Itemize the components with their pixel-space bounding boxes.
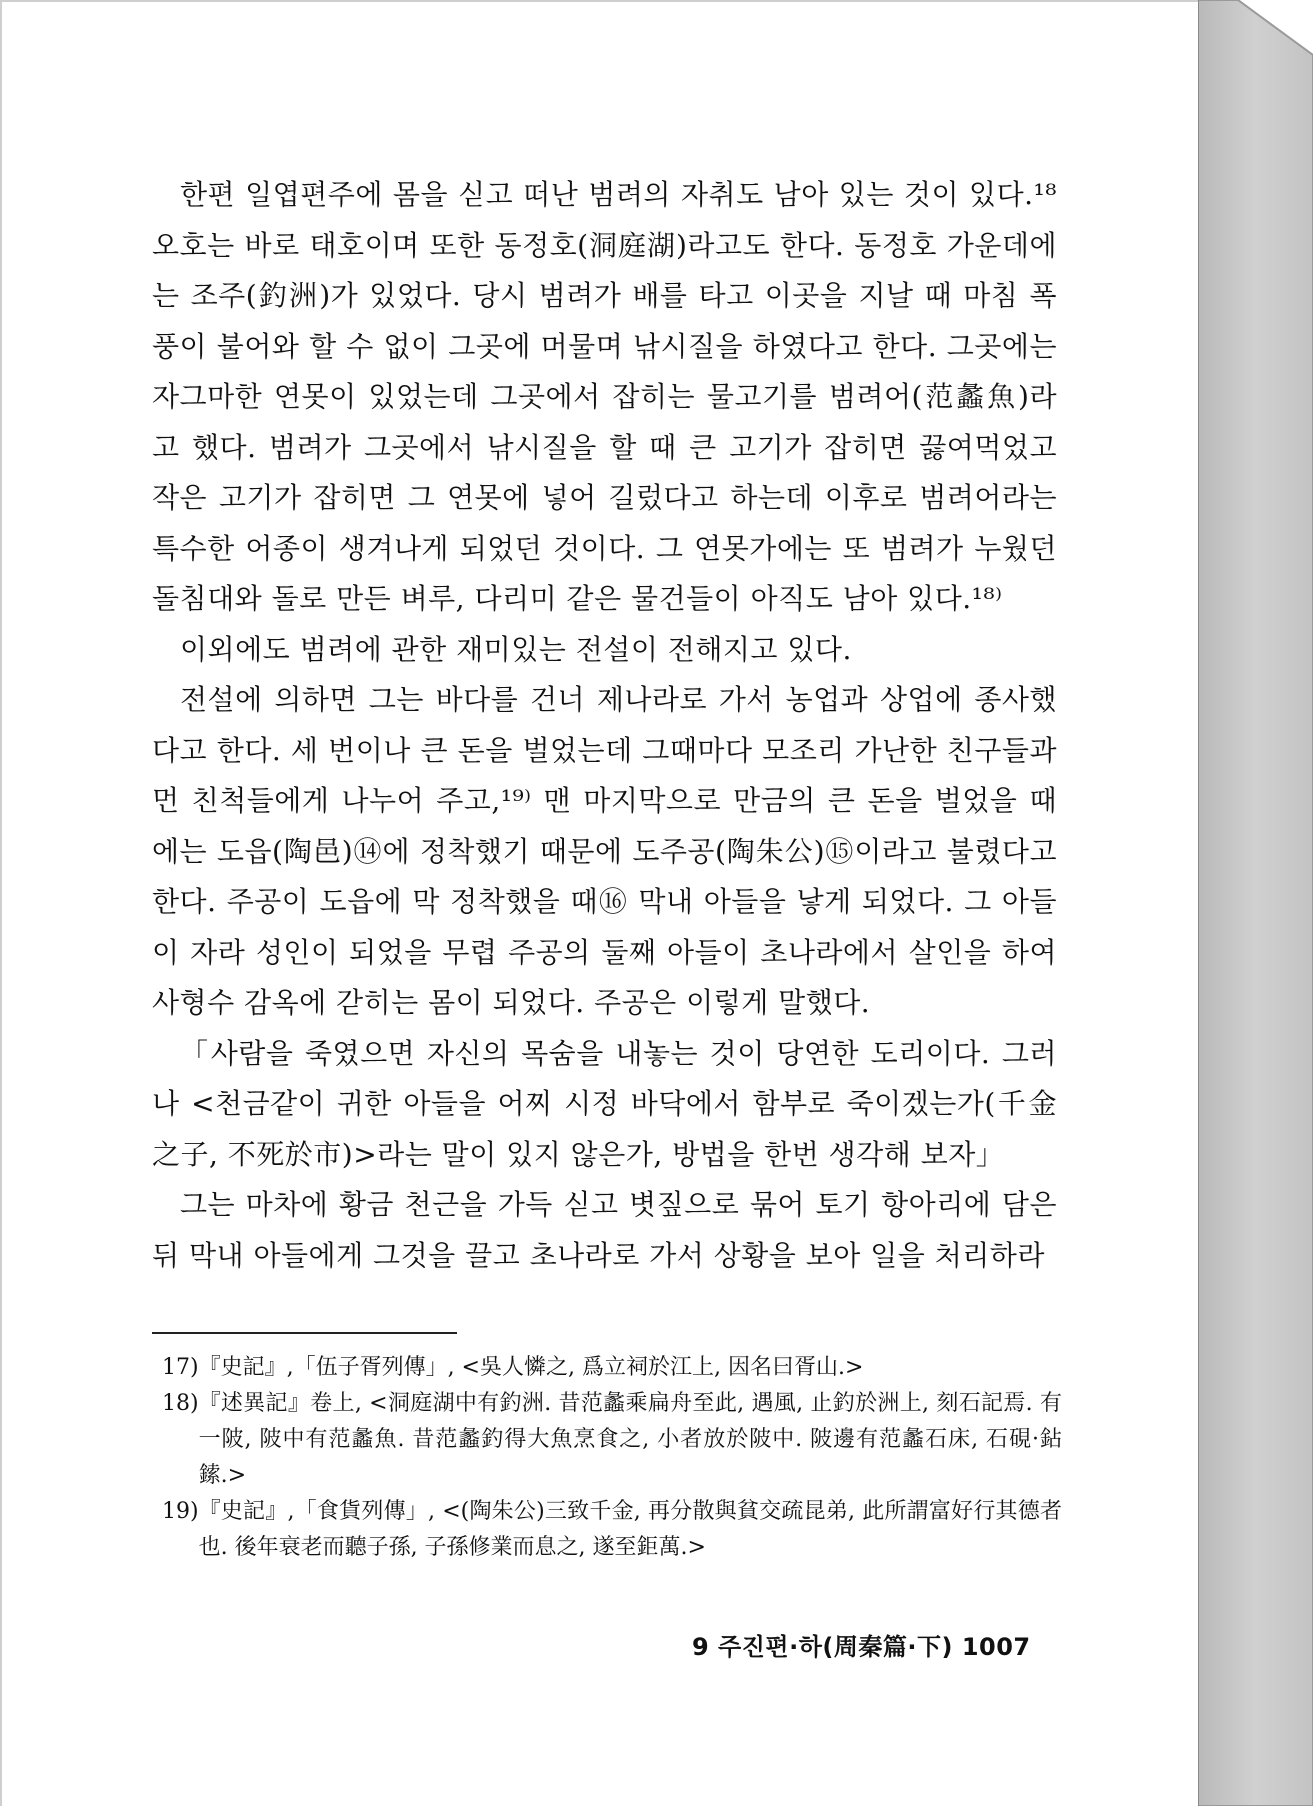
footnote-19	[162, 1494, 1062, 1566]
paragraph-3: 전설에 의하면 그는 바다를 건너 제나라로 가서 농업과 상업에 종사했다고 한다. 세 번이나 큰 돈을 벌었는데 그때마다 모조리 가난한 친구들과 먼 친척들에게 나누어 주고,¹⁹⁾ 맨 마지막으로 만금의 큰 돈을 벌었을 때에는 도읍(陶邑)⑭에 정착했기 때문에 도주공(陶朱公)⑮이라고 불렸다고 한다. 주공이 도읍에 막 정착했을 때⑯ 막내 아들을 낳게 되었다. 그 아들이 자라 성인이 되었을 무렵 주공의 둘째 아들이 초나라에서 살인을 하여 사형수 감옥에 갇히는 몸이 되었다. 주공은 이렇게 말했다.	[152, 683, 1057, 1019]
footnote-divider	[152, 1332, 457, 1334]
page-footer: 9 주진편·하(周秦篇·下) 1007	[692, 1633, 1031, 1661]
footnote-number: 19)	[162, 1499, 199, 1524]
footnote-text: 『史記』,「伍子胥列傳」, <吳人憐之, 爲立祠於江上, 因名曰胥山.>	[198, 1355, 864, 1380]
footnote-number: 17)	[162, 1355, 199, 1380]
book-edge	[1198, 0, 1313, 1806]
paragraph-4: 「사람을 죽였으면 자신의 목숨을 내놓는 것이 당연한 도리이다. 그러나 <천금같이 귀한 아들을 어찌 시정 바닥에서 함부로 죽이겠는가(千金之子, 不死於市)>라는 말이 있지 않은가, 방법을 한번 생각해 보자」	[152, 1036, 1057, 1171]
footnotes	[162, 1350, 1062, 1566]
main-text	[152, 170, 1057, 1281]
footnote-text: 『史記』,「食貨列傳」, <(陶朱公)三致千金, 再分散與貧交疏昆弟, 此所謂富好行其德者也. 後年衰老而聽子孫, 子孫修業而息之, 遂至鉅萬.>	[198, 1499, 1062, 1560]
footnote-number: 18)	[162, 1391, 199, 1416]
footnote-18	[162, 1386, 1062, 1494]
paragraph-2: 이외에도 범려에 관한 재미있는 전설이 전해지고 있다.	[180, 632, 852, 666]
footnote-text: 『述異記』卷上, <洞庭湖中有釣洲. 昔范蠡乘扁舟至此, 遇風, 止釣於洲上, 刻石記焉. 有一陂, 陂中有范蠡魚. 昔范蠡釣得大魚烹食之, 小者放於陂中. 陂邊有范蠡石床, 石硯·鉆鎍.>	[198, 1391, 1062, 1488]
paragraph-1: 한편 일엽편주에 몸을 싣고 떠난 범려의 자취도 남아 있는 것이 있다.¹⁸ 오호는 바로 태호이며 또한 동정호(洞庭湖)라고도 한다. 동정호 가운데에는 조주(釣洲)가 있었다. 당시 범려가 배를 타고 이곳을 지날 때 마침 폭풍이 불어와 할 수 없이 그곳에 머물며 낚시질을 하였다고 한다. 그곳에는 자그마한 연못이 있었는데 그곳에서 잡히는 물고기를 범려어(范蠡魚)라고 했다. 범려가 그곳에서 낚시질을 할 때 큰 고기가 잡히면 끓여먹었고 작은 고기가 잡히면 그 연못에 넣어 길렀다고 하는데 이후로 범려어라는 특수한 어종이 생겨나게 되었던 것이다. 그 연못가에는 또 범려가 누웠던 돌침대와 돌로 만든 벼루, 다리미 같은 물건들이 아직도 남아 있다.¹⁸⁾	[152, 178, 1057, 615]
footnote-17	[162, 1350, 1062, 1386]
paragraph-5: 그는 마차에 황금 천근을 가득 싣고 볏짚으로 묶어 토기 항아리에 담은 뒤 막내 아들에게 그것을 끌고 초나라로 가서 상황을 보아 일을 처리하라	[152, 1188, 1057, 1272]
